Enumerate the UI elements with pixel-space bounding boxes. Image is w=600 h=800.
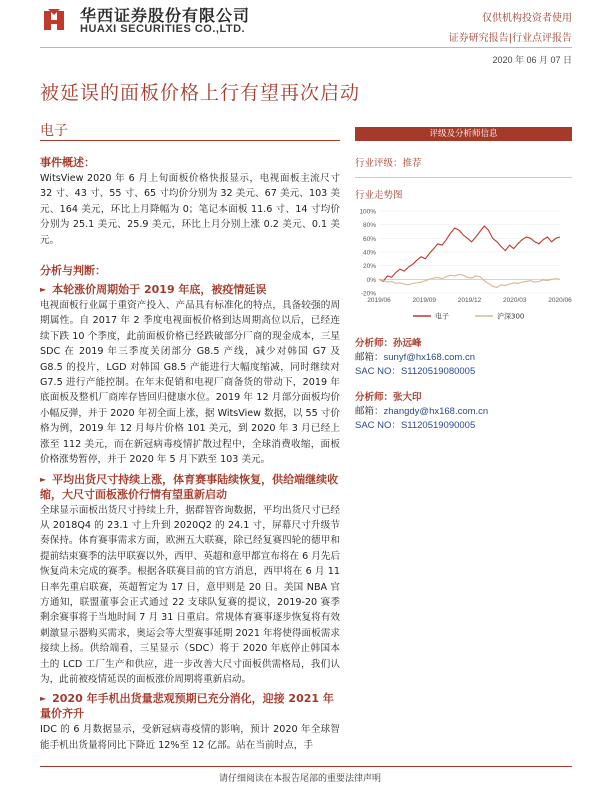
- y-tick-label: 100%: [359, 208, 376, 216]
- legend-label: 沪深300: [497, 312, 525, 321]
- x-tick-label: 2020/06: [548, 297, 572, 304]
- company-name-cn: 华西证券股份有限公司: [80, 6, 251, 25]
- bullet-point-3: [40, 691, 340, 721]
- huaxi-logo-icon: [40, 6, 68, 34]
- y-tick-label: 40%: [362, 249, 376, 257]
- analyst-sac-number: S1120519080005: [400, 366, 476, 377]
- company-name-en: HUAXI SECURITIES CO.,LTD.: [80, 23, 246, 35]
- chart-x-ticks: [367, 297, 572, 304]
- legend-label: 电子: [435, 312, 449, 321]
- chart-y-ticks: [359, 209, 376, 298]
- industry-trend-chart: [355, 205, 572, 323]
- chart-grid: [379, 211, 560, 293]
- bullet-triangle-icon: ►: [40, 285, 47, 295]
- analyst-label: 分析师：: [355, 392, 394, 403]
- email-label: 邮箱：: [355, 406, 384, 417]
- bullet-1-title: 本轮涨价周期始于 2019 年底，被疫情延误: [52, 283, 267, 297]
- legal-notice: 请仔细阅读在本报告尾部的重要法律声明: [218, 774, 381, 784]
- y-tick-label: 80%: [362, 222, 376, 230]
- chart-series: [379, 226, 560, 288]
- audience-tagline: 仅供机构投资者使用: [482, 13, 572, 24]
- sidebar: [355, 127, 572, 433]
- analyst-1: [355, 337, 572, 379]
- report-type: 证券研究报告|行业点评报告: [448, 33, 572, 44]
- y-tick-label: 20%: [362, 263, 376, 271]
- analyst-name: 张大印: [393, 392, 422, 403]
- y-tick-label: 0%: [366, 276, 376, 284]
- email-label: 邮箱：: [355, 352, 384, 363]
- chart-legend: [413, 312, 524, 321]
- sidebar-divider: [355, 177, 572, 178]
- analyst-2: [355, 391, 572, 433]
- series-line-electronics: [379, 226, 560, 281]
- header-divider: [40, 47, 572, 48]
- sac-label: SAC NO：: [355, 420, 401, 431]
- bullet-2-title: 平均出货尺寸持续上涨，体育赛事陆续恢复，供给端继续收缩，大尺寸面板涨价行情有望重新启动: [40, 472, 339, 501]
- bullet-triangle-icon: ►: [40, 694, 47, 704]
- event-heading: 事件概述：: [40, 156, 95, 169]
- analysis-heading: 分析与判断：: [40, 264, 106, 278]
- bullet-3-paragraph: IDC 的 6 月数据显示，受新冠病毒疫情的影响，预计 2020 年全球智能手机出货量将同比下降近 12%至 12 亿部。站在当前时点，手: [40, 724, 340, 751]
- series-line-csi300: [379, 275, 560, 288]
- analyst-label: 分析师：: [355, 338, 394, 349]
- bullet-3-title: 2020 年手机出货量悲观预期已充分消化，迎接 2021 年量价齐升: [40, 692, 334, 721]
- analyst-name: 孙远峰: [393, 338, 422, 349]
- sac-label: SAC NO：: [355, 366, 401, 377]
- analyst-info-banner: 评级及分析师信息: [355, 127, 572, 141]
- analyst-sac-number: S1120519090005: [400, 420, 476, 431]
- bullet-triangle-icon: ►: [40, 474, 47, 484]
- y-tick-label: 60%: [362, 235, 376, 243]
- x-tick-label: 2019/12: [457, 297, 482, 304]
- footer-divider: [40, 766, 572, 767]
- trend-chart-label: 行业走势图: [355, 190, 403, 201]
- bullet-2-paragraph: 全球显示面板出货尺寸持续上升，据群智咨询数据，平均出货尺寸已经从 2018Q4 的 23.1 寸上升到 2020Q2 的 24.1 寸，屏幕尺寸升级节奏保持。体育赛事需求方面，欧洲五大联赛，除已经复赛四轮的德甲和提前结束赛季的法甲联赛以外，西甲、英超和意甲都宣布将在 6 月先后恢复尚未完成的赛季。根据各联赛目前的官方消息，西甲将在 6 月 11 日率先重启联赛，英超暂定为 17 日，意甲则是 20 日。美国 NBA 官方通知，联盟董事会正式通过 22 支球队复赛的提议，2019-20 赛季剩余赛事将于当地时间 7 月 31 日重启。常规体育赛事逐步恢复将有效刺激显示器购买需求，奥运会等大型赛事延期 2021 年将使得面板需求接续上扬。供给端看，三星显示（SDC）将于 2020 年底停止韩国本土的 LCD 工厂生产和供应，进一步改善大尺寸面板供需格局，我们认为，此前被疫情延误的面板涨价周期将重新启动。: [40, 504, 340, 685]
- report-header: [0, 0, 600, 80]
- y-tick-label: -20%: [360, 290, 376, 298]
- bullet-point-1: [40, 282, 340, 297]
- report-date: 2020 年 06 月 07 日: [492, 55, 572, 65]
- event-paragraph: WitsView 2020 年 6 月上旬面板价格快报显示，电视面板主流尺寸 32 寸、43 寸、55 寸、65 寸均价分别为 32 美元、67 美元、103 美元、164 美元，环比上月降幅为 0；笔记本面板 11.6 寸、14 寸均价分别为 25.1 美元、25.9 美元，环比上月分别上涨 0.2 美元、0.1 美元。: [40, 173, 340, 246]
- x-tick-label: 2020/03: [503, 297, 527, 304]
- analyst-email[interactable]: zhangdy@hx168.com.cn: [383, 406, 489, 417]
- sector-divider: [40, 140, 340, 141]
- sector-label: 电子: [40, 123, 68, 139]
- bullet-point-2: [40, 472, 340, 502]
- main-content: [40, 148, 340, 763]
- analyst-email[interactable]: sunyf@hx168.com.cn: [383, 352, 476, 363]
- report-title: 被延误的面板价格上行有望再次启动: [40, 82, 361, 104]
- bullet-1-paragraph: 电视面板行业属于重资产投入、产品具有标准化的特点，具备较强的周期属性。自 2017 年 2 季度电视面板价格到达周期高位以后，已经连续下跌 10 个季度，此前面板价格已经跌破部分厂商的现金成本，三星 SDC 在 2019 年三季度关闭部分 G8.5 产线，减少对韩国 G7 及 G8.5 的投片，LGD 对韩国 G8.5 产能进行大幅度缩减，同时继续对 G7.5 进行产能控制。在年末促销和电视厂商备货的带动下，2019 年底面板及整机厂商库存皆回归健康水位。2019 年 12 月部分面板均价小幅反弹，并于 2020 年初全面上涨，据 WitsView 数据，以 55 寸价格为例，2019 年 12 月每片价格 101 美元，到 2020 年 3 月已经上涨至 112 美元，而在新冠病毒疫情扩散过程中，全球消费收缩，面板价格涨势暂停，并于 2020 年 5 月下跌至 103 美元。: [40, 300, 340, 466]
- x-tick-label: 2019/06: [367, 297, 391, 304]
- industry-rating: 行业评级：推荐: [355, 158, 422, 169]
- x-tick-label: 2019/09: [412, 297, 436, 304]
